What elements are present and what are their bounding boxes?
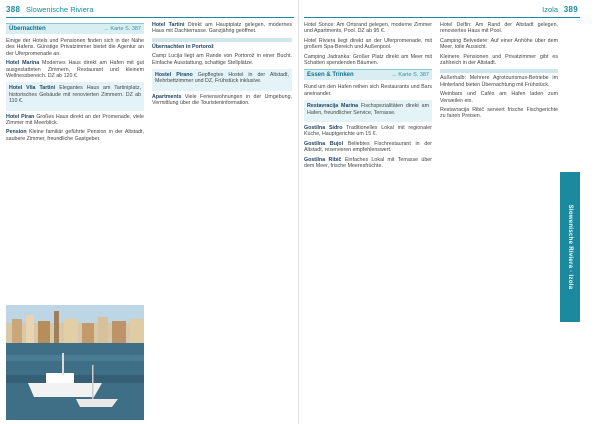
listing-entry [307,103,429,116]
listing-text: Gepflegtes Hostel in der Altstadt, Mehrbettzimmer und DZ, Frühstück inklusive. [155,72,289,85]
body-paragraph: Camping Belvedere: Auf einer Anhöhe über dem Meer, tolle Aussicht. [440,37,558,51]
page-number-left: 388 [6,5,21,14]
running-title-left: Slowenische Riviera [26,5,94,14]
left-column-1 [6,22,144,145]
listing-text: Traditionelles Lokal mit regionaler Küche, Hauptgerichte um 15 €. [304,125,432,138]
listing-entry [152,94,292,107]
listing-entry [304,141,432,154]
section-header-food [304,69,432,80]
listing-name: Gostilna Sidro [304,125,343,132]
section-title: Übernachten [9,26,46,32]
listing-name: Pension [6,129,27,136]
listing-name: Gostilna Bujol [304,140,344,147]
intro-paragraph: Einige der Hotels und Pensionen finden sich in der Nähe des Hafens. Günstige Privatzimmer bietet die Agentur an der Uferpromenade an. [6,38,144,57]
divider [440,69,558,73]
listing-entry [304,157,432,170]
listing-name: Apartments [152,93,182,100]
listing-text: Fischspezialitäten direkt am Hafen, freundlicher Service, Terrasse. [307,103,429,116]
header-rule-right [304,17,580,18]
page-number-right: 389 [563,5,578,14]
body-paragraph: Camping Jadranka: Großer Platz direkt am Meer mit Schatten spendenden Bäumen. [304,53,432,67]
listing-entry [9,85,141,104]
body-paragraph: Hotel Riviera liegt direkt an der Uferpromenade, mit großem Spa-Bereich und Außenpool. [304,37,432,51]
subheading [152,44,292,50]
listing-name: Hotel Piran [6,113,35,120]
left-column-2 [152,22,292,110]
body-paragraph: Kleinere Pensionen und Privatzimmer gibt es zahlreich in der Altstadt. [440,53,558,67]
listing-entry [155,72,289,85]
map-reference: → Karte S. 387 [391,72,429,79]
body-paragraph: Außerhalb: Mehrere Agrotourismus-Betriebe im Hinterland bieten Übernachtung mit Frühstück. [440,75,558,88]
section-header-accommodation [6,23,144,34]
listing-name: Hotel Marina [6,60,40,67]
harbor-photo [6,305,144,420]
map-reference: → Karte S. 387 [103,26,141,32]
right-column-1 [304,22,432,173]
chapter-side-tab [560,172,580,322]
listing-name: Hotel Vila Tartini [9,85,56,92]
listing-text: Einfaches Lokal mit Terrasse über dem Meer, frische Meeresfrüchte. [304,156,432,170]
listing-text: Beliebtes Fischrestaurant in der Altstadt, reservieren empfehlenswert. [304,140,432,154]
listing-name: Gostilna Ribič [304,156,342,163]
listing-entry [6,114,144,127]
listing-entry [152,22,292,35]
listing-text: Viele Ferienwohnungen in der Umgebung, Vermittlung über die Touristeninformation. [152,93,292,107]
listing-entry [6,129,144,142]
listing-text: Elegantes Haus am Tartiniplatz, historisches Gebäude mit renovierten Zimmern. DZ ab 110 €. [9,85,141,105]
listing-text: Großes Haus direkt an der Promenade, viele Zimmer mit Meerblick. [6,113,144,127]
listing-text: Kleine familiär geführte Pension in der Altstadt, saubere Zimmer, freundliche Gastgeber. [6,129,144,142]
body-paragraph: Restavracija Ribič serviert frische Fischgerichte zu fairen Preisen. [440,107,558,120]
body-paragraph: Weinbars und Cafés am Hafen laden zum Verweilen ein. [440,91,558,104]
listing-entry [304,125,432,138]
body-paragraph: Camp Lucija liegt am Rande von Portorož in einer Bucht. Einfache Ausstattung, schattige Stellplätze. [152,53,292,66]
right-column-2 [440,22,558,123]
body-paragraph: Hotel Delfin: Am Rand der Altstadt gelegen, renoviertes Haus mit Pool. [440,22,558,35]
divider [152,38,292,42]
section-title: Essen & Trinken [307,72,354,79]
right-page [300,0,580,424]
running-title-right: Izola [542,5,558,14]
body-paragraph: Hotel Sonce: Am Ortsrand gelegen, moderne Zimmer und Apartments, Pool. DZ ab 95 €. [304,22,432,35]
listing-text: Modernes Haus direkt am Hafen mit gut ausgestatteten Zimmern, Restaurant und kleinem Wellnessbereich. DZ ab 120 €. [6,60,144,80]
intro-paragraph: Rund um den Hafen reihen sich Restaurants und Bars aneinander. [304,84,432,97]
listing-name: Restavracija Marina [307,103,359,110]
highlight-box [304,100,432,122]
subheading-title: Übernachten in Portorož [152,43,214,50]
side-tab-label: Slowenische Riviera · Izola [567,204,573,290]
listing-name: Hotel Tartini [152,22,185,28]
highlight-box [6,82,144,110]
listing-name: Hostel Pirano [155,72,193,79]
highlight-box [152,69,292,91]
listing-entry [6,60,144,79]
listing-text: Direkt am Hauptplatz gelegen, modernes Haus mit Dachterrasse. Ganzjährig geöffnet. [152,22,292,35]
left-page [0,0,299,424]
header-rule-left [6,17,294,18]
harbor-photo-image [6,305,144,420]
